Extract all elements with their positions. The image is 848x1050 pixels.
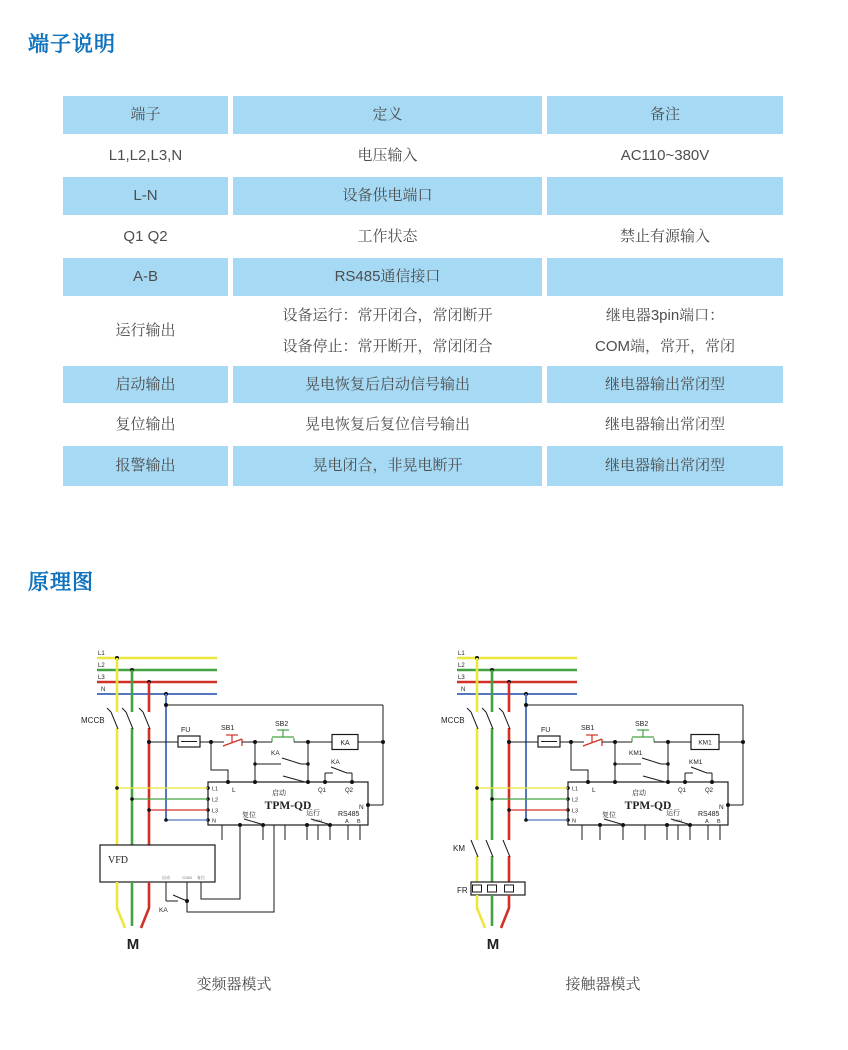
device-reset-contact: 复位 [242, 812, 256, 819]
km-label: KM [453, 844, 465, 853]
cell-terminal: A-B [63, 258, 228, 296]
fuse-label: FU [541, 727, 551, 734]
device-start-contact: 启动 [632, 790, 646, 797]
device-rs485: RS485 [338, 811, 360, 818]
vfd-mode-circuit [75, 642, 415, 972]
device-name: TPM-QD [264, 800, 312, 812]
cell-note [547, 177, 783, 215]
vfd-com-terminal: COM [182, 875, 192, 880]
motor [477, 895, 509, 959]
table-header-definition: 定义 [233, 96, 542, 134]
motor-label: M [486, 936, 500, 953]
cell-note: AC110~380V [620, 146, 710, 164]
fr-label: FR [457, 886, 468, 895]
cell-note: 继电器输出常闭型 [604, 415, 725, 433]
cell-terminal: L1,L2,L3,N [108, 146, 183, 164]
device-run-sub: COM [673, 818, 683, 823]
bus-label-l2: L2 [98, 663, 105, 669]
device-in-n: N [572, 818, 576, 825]
device-rs485-b: B [717, 819, 721, 825]
table-header-terminal: 端子 [63, 96, 228, 134]
tpm-qd-device [115, 776, 383, 840]
start-button-label: SB2 [275, 721, 289, 728]
bus-label-l1: L1 [458, 651, 465, 657]
cell-definition: RS485通信接口 [233, 258, 542, 296]
device-run-contact: 运行 [306, 810, 320, 817]
vfd-mode-caption: 变频器模式 [196, 976, 272, 993]
control-circuit [147, 721, 385, 782]
device-in-l1: L1 [572, 786, 579, 793]
tpm-qd-device [475, 776, 743, 840]
device-q2: Q2 [705, 788, 714, 794]
note-line: 继电器3pin端口： [605, 306, 725, 324]
relay-seal-contact-label: KM1 [629, 750, 643, 757]
contactor-mode-circuit [435, 642, 775, 972]
device-q2: Q2 [345, 788, 354, 794]
km-contactor [453, 840, 510, 857]
stop-button-label: SB1 [581, 725, 595, 732]
stop-button-label: SB1 [221, 725, 235, 732]
mccb-label: MCCB [441, 716, 465, 725]
cell-terminal: L-N [63, 177, 228, 215]
bus-label-l3: L3 [98, 675, 105, 681]
vfd-label: VFD [108, 855, 129, 866]
device-in-l2: L2 [572, 797, 579, 804]
definition-line: 设备运行：常开闭合，常闭断开 [282, 306, 493, 324]
relay-q-contact-label: KM1 [689, 759, 703, 766]
device-bottom-stubs [582, 825, 720, 840]
fr-thermal-relay [457, 882, 525, 895]
relay-seal-contact-label: KA [271, 750, 280, 757]
power-bus [457, 651, 577, 696]
cell-definition: 工作状态 [357, 227, 418, 245]
terminal-table [63, 96, 783, 486]
contactor-mode-schematic [435, 642, 775, 972]
contactor-mode-caption: 接触器模式 [565, 976, 641, 993]
device-n-out: N [359, 804, 364, 811]
cell-note: 禁止有源输入 [619, 227, 710, 245]
note-line: COM端，常开，常闭 [595, 337, 735, 355]
vfd-start-terminal: 启动 [162, 875, 170, 880]
bus-label-l1: L1 [98, 651, 105, 657]
schematic-section-title: 原理图 [28, 571, 94, 594]
cell-terminal: 复位输出 [115, 415, 176, 433]
mccb-label: MCCB [81, 716, 105, 725]
device-q1: Q1 [678, 788, 687, 794]
definition-line: 设备停止：常开断开，常闭闭合 [282, 337, 493, 355]
mccb-breaker [441, 708, 510, 729]
device-l-terminal: L [592, 787, 596, 794]
motor [117, 882, 149, 959]
motor-label: M [126, 936, 140, 953]
device-reset-contact: 复位 [602, 812, 616, 819]
device-run-contact: 运行 [666, 810, 680, 817]
cell-note: 继电器输出常闭型 [547, 446, 783, 486]
device-in-l1: L1 [212, 786, 219, 793]
vfd-mode-schematic [75, 642, 415, 972]
table-header-note: 备注 [547, 96, 783, 134]
device-rs485-b: B [357, 819, 361, 825]
cell-definition: 晃电恢复后复位信号输出 [304, 415, 470, 433]
cell-terminal: 报警输出 [63, 446, 228, 486]
vfd-drive [100, 825, 274, 914]
device-in-l2: L2 [212, 797, 219, 804]
device-rs485: RS485 [698, 811, 720, 818]
relay-q-contact-label: KA [331, 759, 340, 766]
phase-feeders [477, 658, 526, 882]
device-l-terminal: L [232, 787, 236, 794]
device-start-contact: 启动 [272, 790, 286, 797]
cell-note [547, 258, 783, 296]
cell-terminal: Q1 Q2 [123, 227, 168, 245]
mccb-breaker [81, 708, 150, 729]
device-in-l3: L3 [212, 808, 219, 815]
device-rs485-a: A [705, 819, 709, 825]
cell-terminal: 运行输出 [115, 322, 176, 339]
cell-definition: 设备供电端口 [233, 177, 542, 215]
relay-start-contact-label: KA [159, 907, 168, 914]
cell-definition: 晃电闭合，非晃电断开 [233, 446, 542, 486]
cell-note [547, 299, 783, 363]
cell-definition: 电压输入 [357, 146, 418, 164]
device-in-n: N [212, 818, 216, 825]
power-bus [97, 651, 217, 696]
fuse-label: FU [181, 727, 191, 734]
terminals-section-title: 端子说明 [28, 33, 116, 56]
bus-label-n: N [101, 687, 106, 693]
device-run-sub: COM [313, 818, 323, 823]
cell-definition [233, 299, 542, 363]
phase-feeders [117, 658, 166, 845]
cell-note: 继电器输出常闭型 [547, 366, 783, 403]
device-q1: Q1 [318, 788, 327, 794]
cell-definition: 晃电恢复后启动信号输出 [233, 366, 542, 403]
bus-label-n: N [461, 687, 466, 693]
device-bottom-stubs [222, 825, 360, 840]
relay-coil-label: KM1 [698, 739, 712, 747]
vfd-reset-terminal: 复位 [197, 875, 205, 880]
cell-terminal: 启动输出 [63, 366, 228, 403]
device-in-l3: L3 [572, 808, 579, 815]
device-rs485-a: A [345, 819, 349, 825]
device-n-out: N [719, 804, 724, 811]
relay-coil-label: KA [340, 740, 350, 747]
bus-label-l3: L3 [458, 675, 465, 681]
device-name: TPM-QD [624, 800, 672, 812]
start-button-label: SB2 [635, 721, 649, 728]
bus-label-l2: L2 [458, 663, 465, 669]
control-circuit [507, 721, 745, 782]
